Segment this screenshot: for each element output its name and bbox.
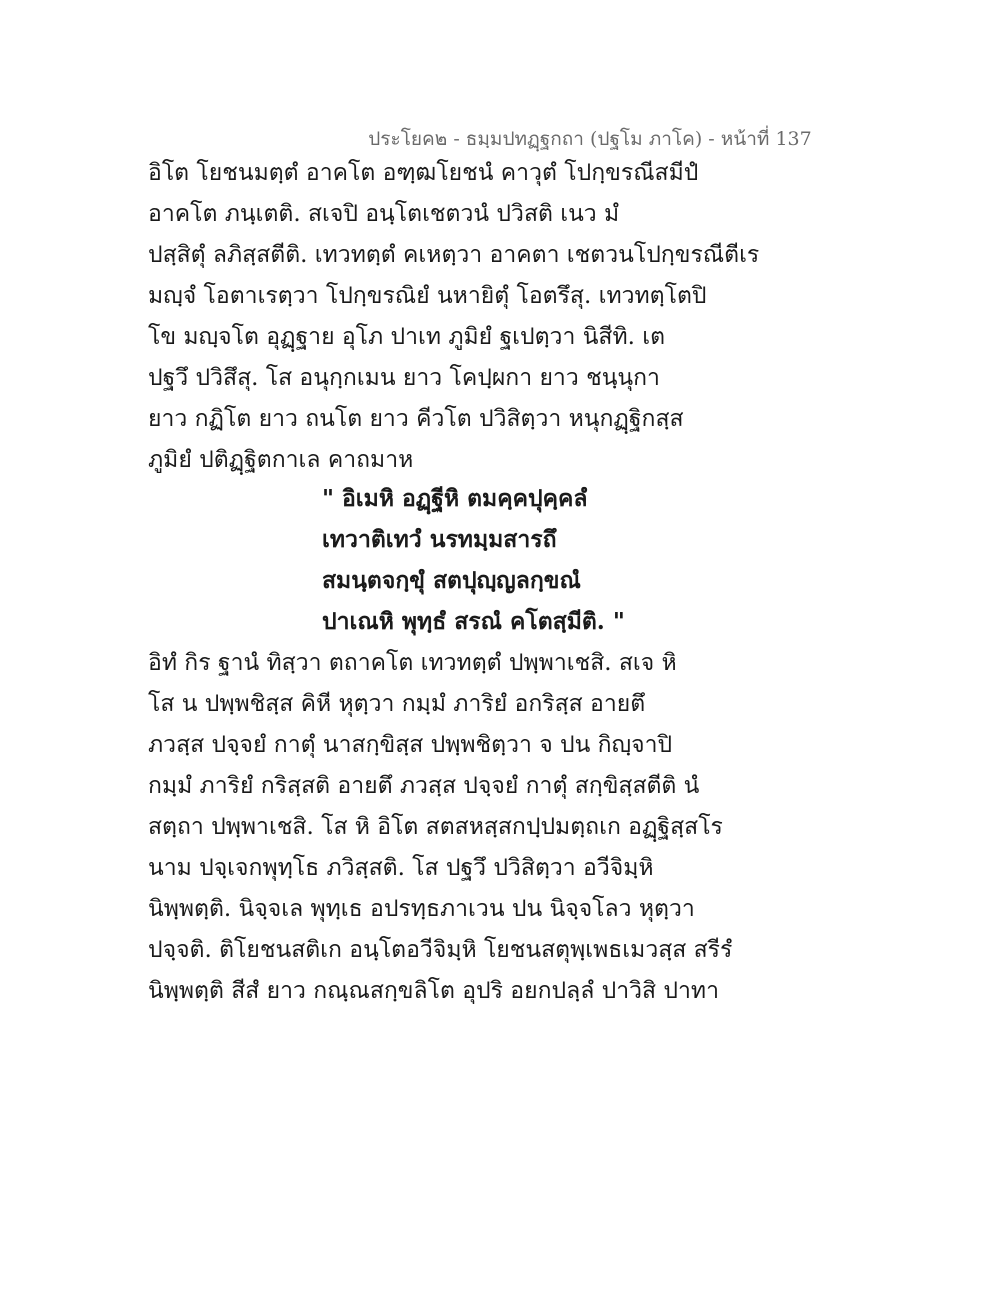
body-line: ภวสฺส ปจฺจยํ กาตุํ นาสกฺขิสฺส ปพฺพชิตฺวา จ ปน กิญฺจาปิ bbox=[148, 732, 673, 758]
body-line: โส น ปพฺพชิสฺส คิหี หุตฺวา กมฺมํ ภาริยํ อกริสฺส อายตึ bbox=[148, 691, 646, 717]
body-line: นาม ปจฺเจกพุทฺโธ ภวิสฺสติ. โส ปฐวึ ปวิสิตฺวา อวีจิมฺหิ bbox=[148, 855, 654, 881]
body-line: สตฺถา ปพฺพาเชสิ. โส หิ อิโต สตสหสฺสกปฺปมตฺถเก อฏฺฐิสฺสโร bbox=[148, 814, 723, 840]
verse-line: " อิเมหิ อฏฺฐีหิ ตมคฺคปุคฺคลํ bbox=[322, 485, 588, 512]
body-line: มญฺจํ โอตาเรตฺวา โปกฺขรณิยํ นหายิตุํ โอตรึสุ. เทวทตฺโตปิ bbox=[148, 283, 707, 309]
body-line: โข มญฺจโต อุฏฺฐาย อุโภ ปาเท ภูมิยํ ฐเปตฺวา นิสีทิ. เต bbox=[148, 324, 666, 350]
body-line: ปจฺจติ. ติโยชนสติเก อนฺโตอวีจิมฺหิ โยชนสตุพฺเพธเมวสฺส สรีรํ bbox=[148, 937, 733, 963]
body-line: กมฺมํ ภาริยํ กริสฺสติ อายตึ ภวสฺส ปจฺจยํ กาตุํ สกฺขิสฺสตีติ นํ bbox=[148, 773, 700, 799]
body-line: นิพฺพตฺติ. นิจฺจเล พุทฺเธ อปรทฺธภาเวน ปน นิจฺจโลว หุตฺวา bbox=[148, 896, 695, 922]
body-line: ภูมิยํ ปติฏฺฐิตกาเล คาถมาห bbox=[148, 447, 414, 473]
body-line: ยาว กฏิโต ยาว ถนโต ยาว คีวโต ปวิสิตฺวา หนุกฏฺฐิกสฺส bbox=[148, 406, 684, 432]
body-line: ปฐวึ ปวิสึสุ. โส อนุกฺกเมน ยาว โคปฺผกา ยาว ชนฺนุกา bbox=[148, 365, 660, 391]
verse-line: เทวาติเทวํ นรทมฺมสารถึ bbox=[322, 526, 557, 553]
body-line: ปสฺสิตุํ ลภิสฺสตีติ. เทวทตฺตํ คเหตฺวา อาคตา เชตวนโปกฺขรณีตีเร bbox=[148, 242, 760, 268]
running-header: ประโยค๒ - ธมฺมปทฏฺฐกถา (ปฐโม ภาโค) - หน้าที่ 137 bbox=[368, 128, 812, 150]
verse-line: ปาเณหิ พุทฺธํ สรณํ คโตสฺมีติ. " bbox=[322, 608, 625, 635]
verse-line: สมนฺตจกฺขุํ สตปุญฺญลกฺขณํ bbox=[322, 567, 581, 594]
body-line: นิพฺพตฺติ สีสํ ยาว กณฺณสกฺขลิโต อุปริ อยกปลฺลํ ปาวิสิ ปาทา bbox=[148, 978, 719, 1004]
body-line: อิทํ กิร ฐานํ ทิสฺวา ตถาคโต เทวทตฺตํ ปพฺพาเชสิ. สเจ หิ bbox=[148, 650, 677, 676]
body-line: อิโต โยชนมตฺตํ อาคโต อฑฺฒโยชนํ คาวุตํ โปกฺขรณีสมีปํ bbox=[148, 160, 699, 186]
body-line: อาคโต ภนฺเตติ. สเจปิ อนฺโตเชตวนํ ปวิสติ เนว มํ bbox=[148, 201, 620, 227]
